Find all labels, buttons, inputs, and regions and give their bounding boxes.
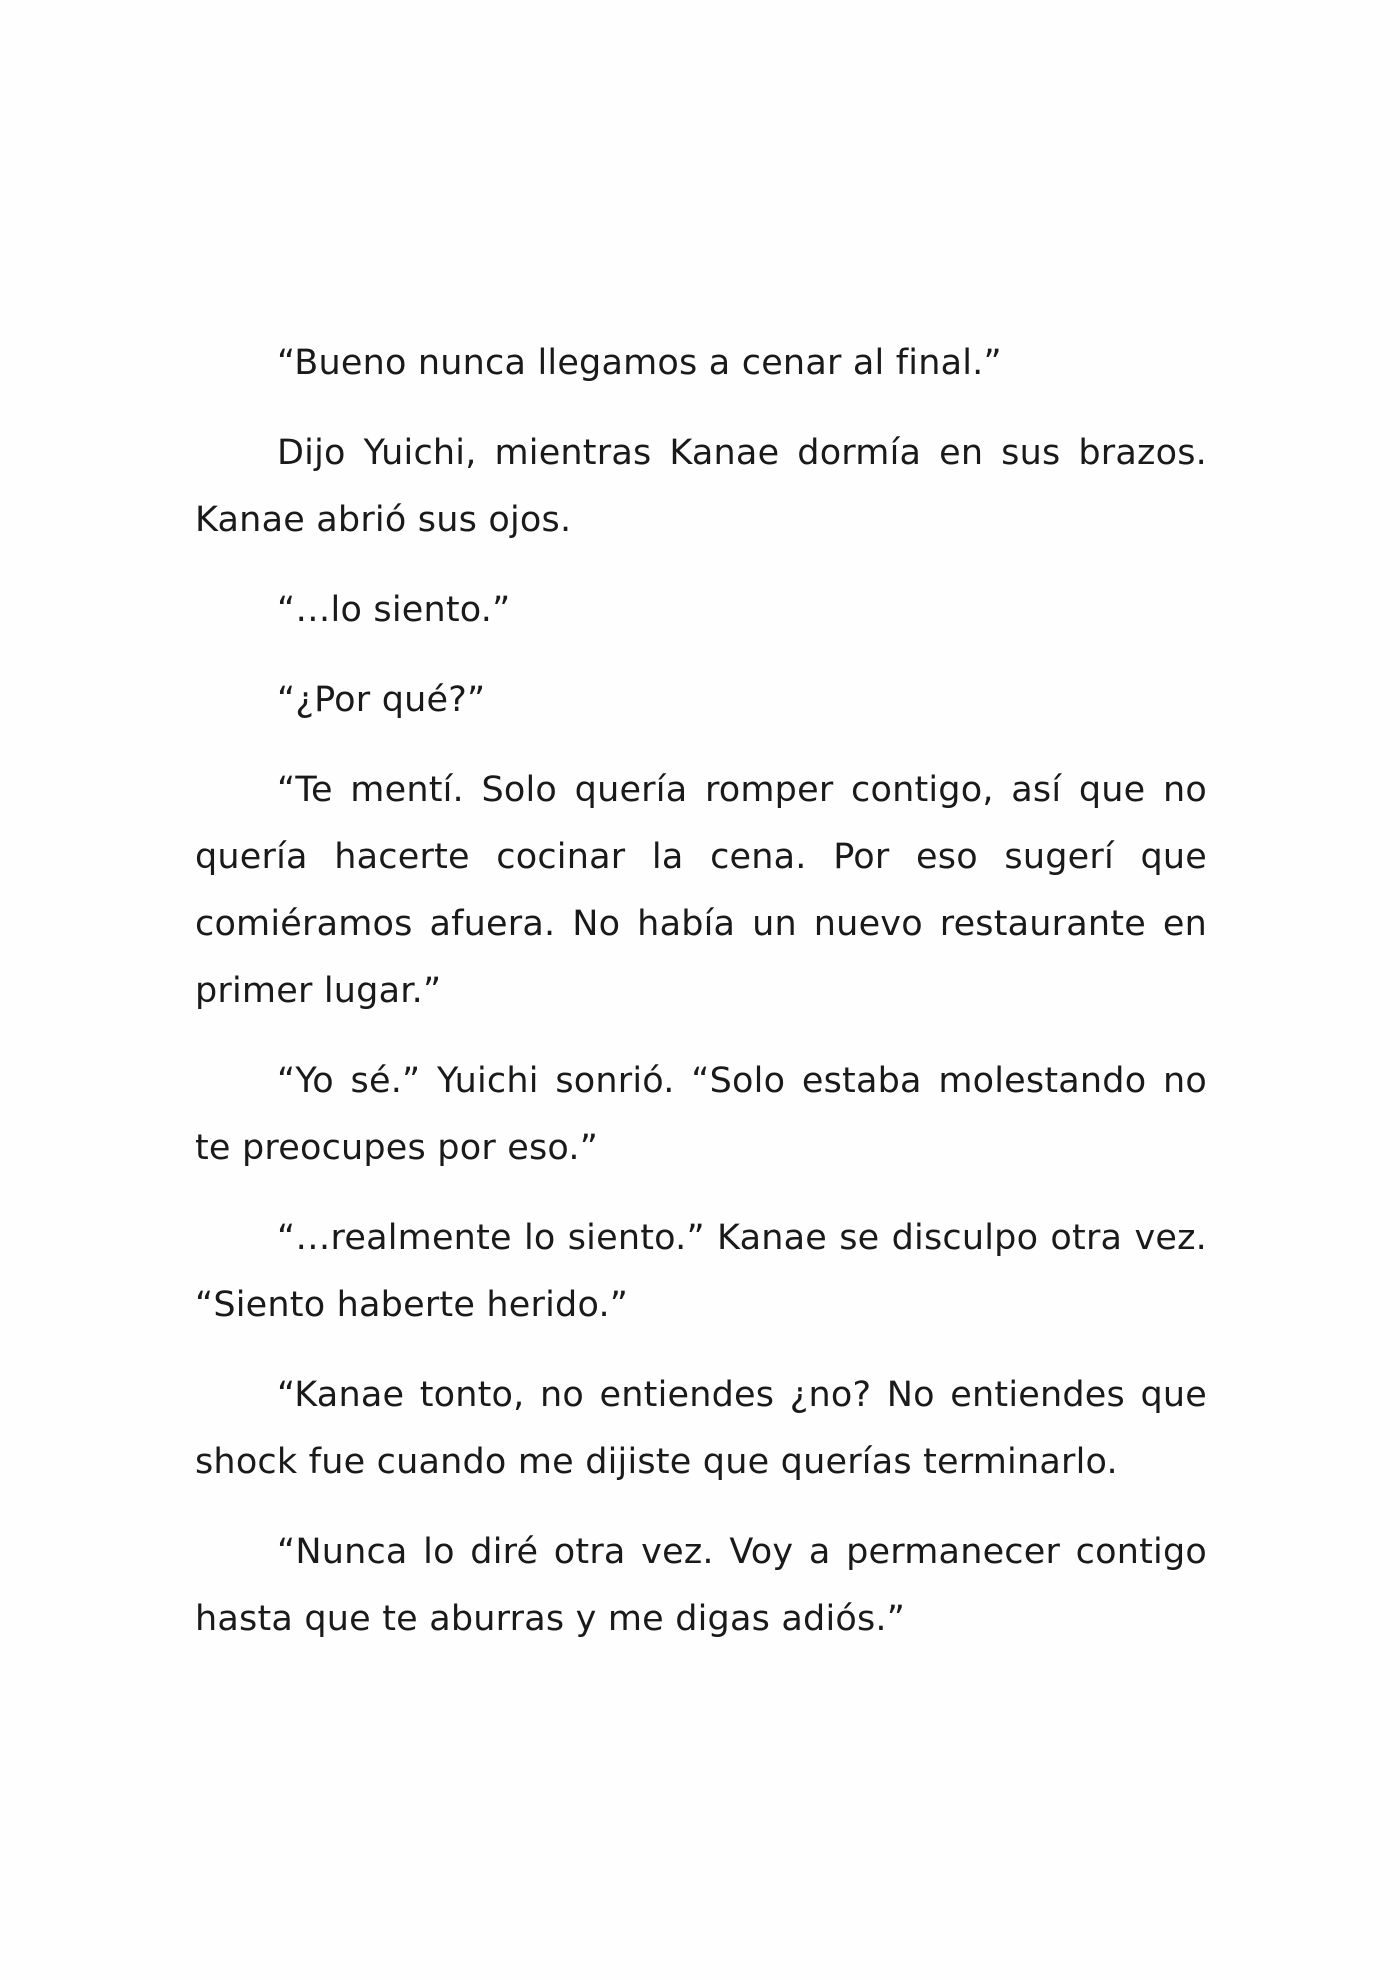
paragraph-3: “…lo siento.” <box>277 590 511 630</box>
paragraph-2: Dijo Yuichi, mientras Kanae dormía en sus brazos. Kanae abrió sus ojos. <box>195 433 1207 540</box>
paragraph-1: “Bueno nunca llegamos a cenar al final.” <box>277 343 1002 383</box>
story-text <box>195 330 1207 1676</box>
paragraph-5: “Te mentí. Solo quería romper contigo, así que no quería hacerte cocinar la cena. Por eso sugerí que comiéramos afuera. No había un nuevo restaurante en primer lugar.” <box>195 770 1207 1011</box>
paragraph-8: “Kanae tonto, no entiendes ¿no? No entiendes que shock fue cuando me dijiste que querías terminarlo. <box>195 1375 1207 1482</box>
paragraph-9: “Nunca lo diré otra vez. Voy a permanecer contigo hasta que te aburras y me digas adiós.” <box>195 1532 1207 1639</box>
paragraph-7: “…realmente lo siento.” Kanae se disculpo otra vez. “Siento haberte herido.” <box>195 1218 1207 1325</box>
paragraph-4: “¿Por qué?” <box>277 680 486 720</box>
paragraph-6: “Yo sé.” Yuichi sonrió. “Solo estaba molestando no te preocupes por eso.” <box>195 1061 1207 1168</box>
